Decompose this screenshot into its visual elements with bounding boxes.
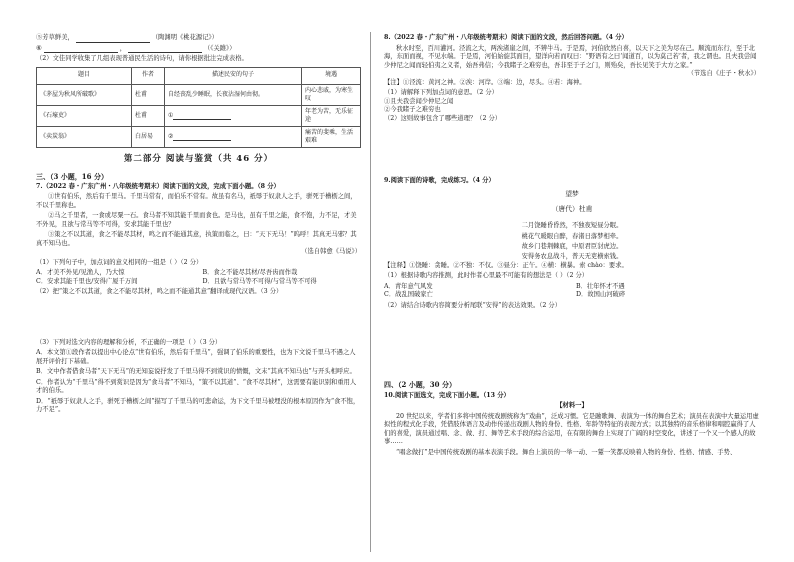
poem-line: 安得务农息战斗，普天无吏横索钱。 [521,252,623,260]
question-7-heading: 7.（2022 春・广东广州・八年级统考期末）阅读下面的文段，完成下面小题。（8 分） [36,182,280,190]
option-d[interactable]: D．故国山河破碎 [576,291,626,299]
option-d[interactable]: D．且欲与常马等不可得/与常马等不可得 [202,277,317,285]
question-8-heading: 8.（2022 春・广东广州・八年级统考期末）阅读下面的文段，然后回答问题。（4 分） [384,34,628,41]
passage-note: 【注】①泾流：黄河之神。②涘：河岸。③端：边，尽头。④若：海神。 [384,78,586,86]
poem-author: （唐代）杜甫 [551,205,593,214]
question-7-1-options [36,269,361,286]
option-b[interactable]: B．文中作者借食马者“天下无马”的无知妄说抒发了千里马得不到赏识的愤慨，文末“其真不知马也”与开头相呼应。 [36,368,356,376]
table-row: 《石壕吏》 杜甫 ① 年老为苦，无乐征途 [37,105,361,126]
passage-paragraph: ③策之不以其道，食之不能尽其材，鸣之而不能通其意，执策而临之，曰：“天下无马！”呜呼！其真无马邪？其真不知马也。 [36,231,357,247]
option-a[interactable]: A．青年意气风发 [384,282,433,290]
passage-paragraph: ②马之千里者，一食或尽粟一石。食马者不知其能千里而食也。是马也，虽有千里之能，食不饱，力不足，才美不外见，且欲与常马等不可得，安求其能千里也？ [36,212,357,228]
answer-blank[interactable] [44,46,118,53]
poem-table [36,67,361,149]
option-c[interactable]: C．作者认为“千里马”得不到赏识是因为“食马者”不知马，“策不以其道”、“食不尽其材”，这需要有能识别和重用人才的伯乐。 [36,378,357,395]
option-b[interactable]: B．食之不能尽其材/尽吾齿而作哉 [202,269,298,277]
passage-paragraph: “唱念做打”是中国传统戏剧的基本表演手段。舞台上演员的一举一动、一颦一笑都反映着人物的身份、性格、情感、手势、 [396,448,737,456]
question-10-heading: 10.阅读下面选文，完成下面小题。（13 分） [384,391,510,399]
poem-line: 桃花气暖眼自醉，春渚日落梦相牵。 [521,232,623,240]
passage-paragraph: ①世有伯乐，然后有千里马。千里马常有，而伯乐不常有。故虽有名马，祇辱于奴隶人之手，骈死于槽枥之间，不以千里称也。 [36,193,357,209]
question-7-1: （1）下列句子中，加点词的意义相同的一组是（ ）（2 分） [36,258,203,266]
question-9-1-options [384,283,760,300]
passage-source: （节选自《庄子・秋水》） [687,70,760,77]
material-one-label: 【材料一】 [556,402,588,410]
question-8-1: （1）请解释下列加点词的意思。（2 分） [384,89,498,96]
passage-source: （选自韩愈《马说》） [301,248,361,256]
table-row: 《茅屋为秋风所破歌》 杜甫 自经丧乱少睡眠，长夜沾湿何由彻。 内心悲戚，为寒生叹 [37,84,361,105]
question-9-heading: 9.阅读下面的诗歌，完成练习。（4 分） [384,177,495,184]
question-8-1-b: ②今我睹子之难穷也 [384,106,441,113]
answer-blank[interactable] [76,36,150,43]
poem-title: 望梦 [565,189,579,198]
column-divider [370,32,371,552]
answer-blank[interactable] [128,46,202,53]
question-9-2: （2）请结合诗歌内容简要分析尾联“安得”的表达效果。（2 分） [384,301,562,309]
option-c[interactable]: C．安求其能千里也/安得广厦千万间 [36,277,138,285]
right-column [384,34,760,457]
recite-line-5: ⑤芳草鲜美， （陶渊明《桃花源记》） [36,34,218,41]
passage-paragraph: 20 世纪以来，学者们多将中国传统戏剧统称为“戏曲”，泛成习惯。它是融歌舞、表演为一体的舞台艺术；演员在表演中大量运用虚拟性的程式化手段，凭借肢体语言及动作传递出戏剧人物的身份、性格、年龄等特征的表现方式；以其独特的音乐格律和唱腔赢得了人们的喜爱，演员通过唱、念、做、打、舞等艺术手段的综合运用，在有限的舞台上实现了广阔的时空变化，讲述了一个又一个感人的故事…… [384,412,759,446]
left-column [36,34,361,415]
poem-body [384,221,760,261]
answer-area[interactable] [384,123,760,177]
part-two-title: 第二部分 阅读与鉴赏（共 46 分） [123,154,274,165]
passage-paragraph: 秋水时至，百川灌河。泾流之大，两涘渚崖之间，不辨牛马。于是焉，河伯欣然自喜，以天下之美为尽在己。顺流而东行，至于北海，东面而视，不见水端。于是焉，河伯始旋其面目，望洋向若而叹曰：“野语有之曰‘闻道百，以为莫己若’者，我之谓也。且夫我尝闻少仲尼之闻而轻伯夷之义者，始吾弗信；今我睹子之难穷也，吾非至于子之门，则殆矣，吾长见笑于大方之家。” [384,44,757,69]
answer-blank[interactable] [173,134,231,141]
question-7-3: （3）下列对选文内容的理解和分析，不正确的一项是（ ）（3 分） [36,338,222,346]
question-9-1: （1）根据诗歌内容推测，此时作者心里最不可能有的想法是（ ）（2 分） [384,272,589,280]
answer-area[interactable] [384,310,760,374]
poem-notes: 【注释】①饶睡：贪睡。②不独：不仅。③昼分：正午。④横：横暴。索 chào：要求。 [384,261,628,269]
section-three-title: 三、（3 小题，16 分） [36,171,108,181]
question-7-2: （2）把“策之不以其道，食之不能尽其材，鸣之而不能通其意”翻译成现代汉语。（3 分） [36,288,283,296]
section-four-title: 四、（2 小题，30 分） [384,380,456,390]
table-row: 《卖炭翁》 白居易 ② 痛苦的斐乘，生活艰难 [37,126,361,147]
option-a[interactable]: A．才美不外见/见渔人，乃大惊 [36,269,125,277]
option-c[interactable]: C．战乱国破家亡 [384,291,433,299]
answer-blank[interactable] [173,113,231,120]
poem-line: 二月饶睡昏昏然，不独夜短昼分眠。 [521,222,623,230]
table-question: （2）文佳同学收集了几组表现普通民生活的诗句，请你根据批注完成表格。 [36,55,248,62]
option-b[interactable]: B．壮年怀才不遇 [576,282,625,290]
table-header-row: 题目 作者 描述民安的句子 境遇 [37,67,361,84]
recite-line-6: ⑥ ， （《关雎》） [36,44,236,52]
option-a[interactable]: A．本文第①段作者以提出中心论点“世有伯乐，然后有千里马”，强调了伯乐的重要性，也为下文说千里马不遇之人展开评价打下基础。 [36,349,356,365]
answer-area[interactable] [36,297,361,339]
option-d[interactable]: D．“祇辱于奴隶人之手，骈死于槽枥之间”描写了千里马的可悲命运，为下文千里马被埋没的根本原因作为“食不饱，力不足”。 [36,397,360,414]
question-8-2: （2）这则故事包含了哪些道理？（2 分） [384,114,502,122]
poem-line: 故乡门巷荆棘底，中原君臣豺虎边。 [521,242,623,250]
question-8-1-a: ①且夫我尝闻少仲尼之闻 [384,97,454,105]
